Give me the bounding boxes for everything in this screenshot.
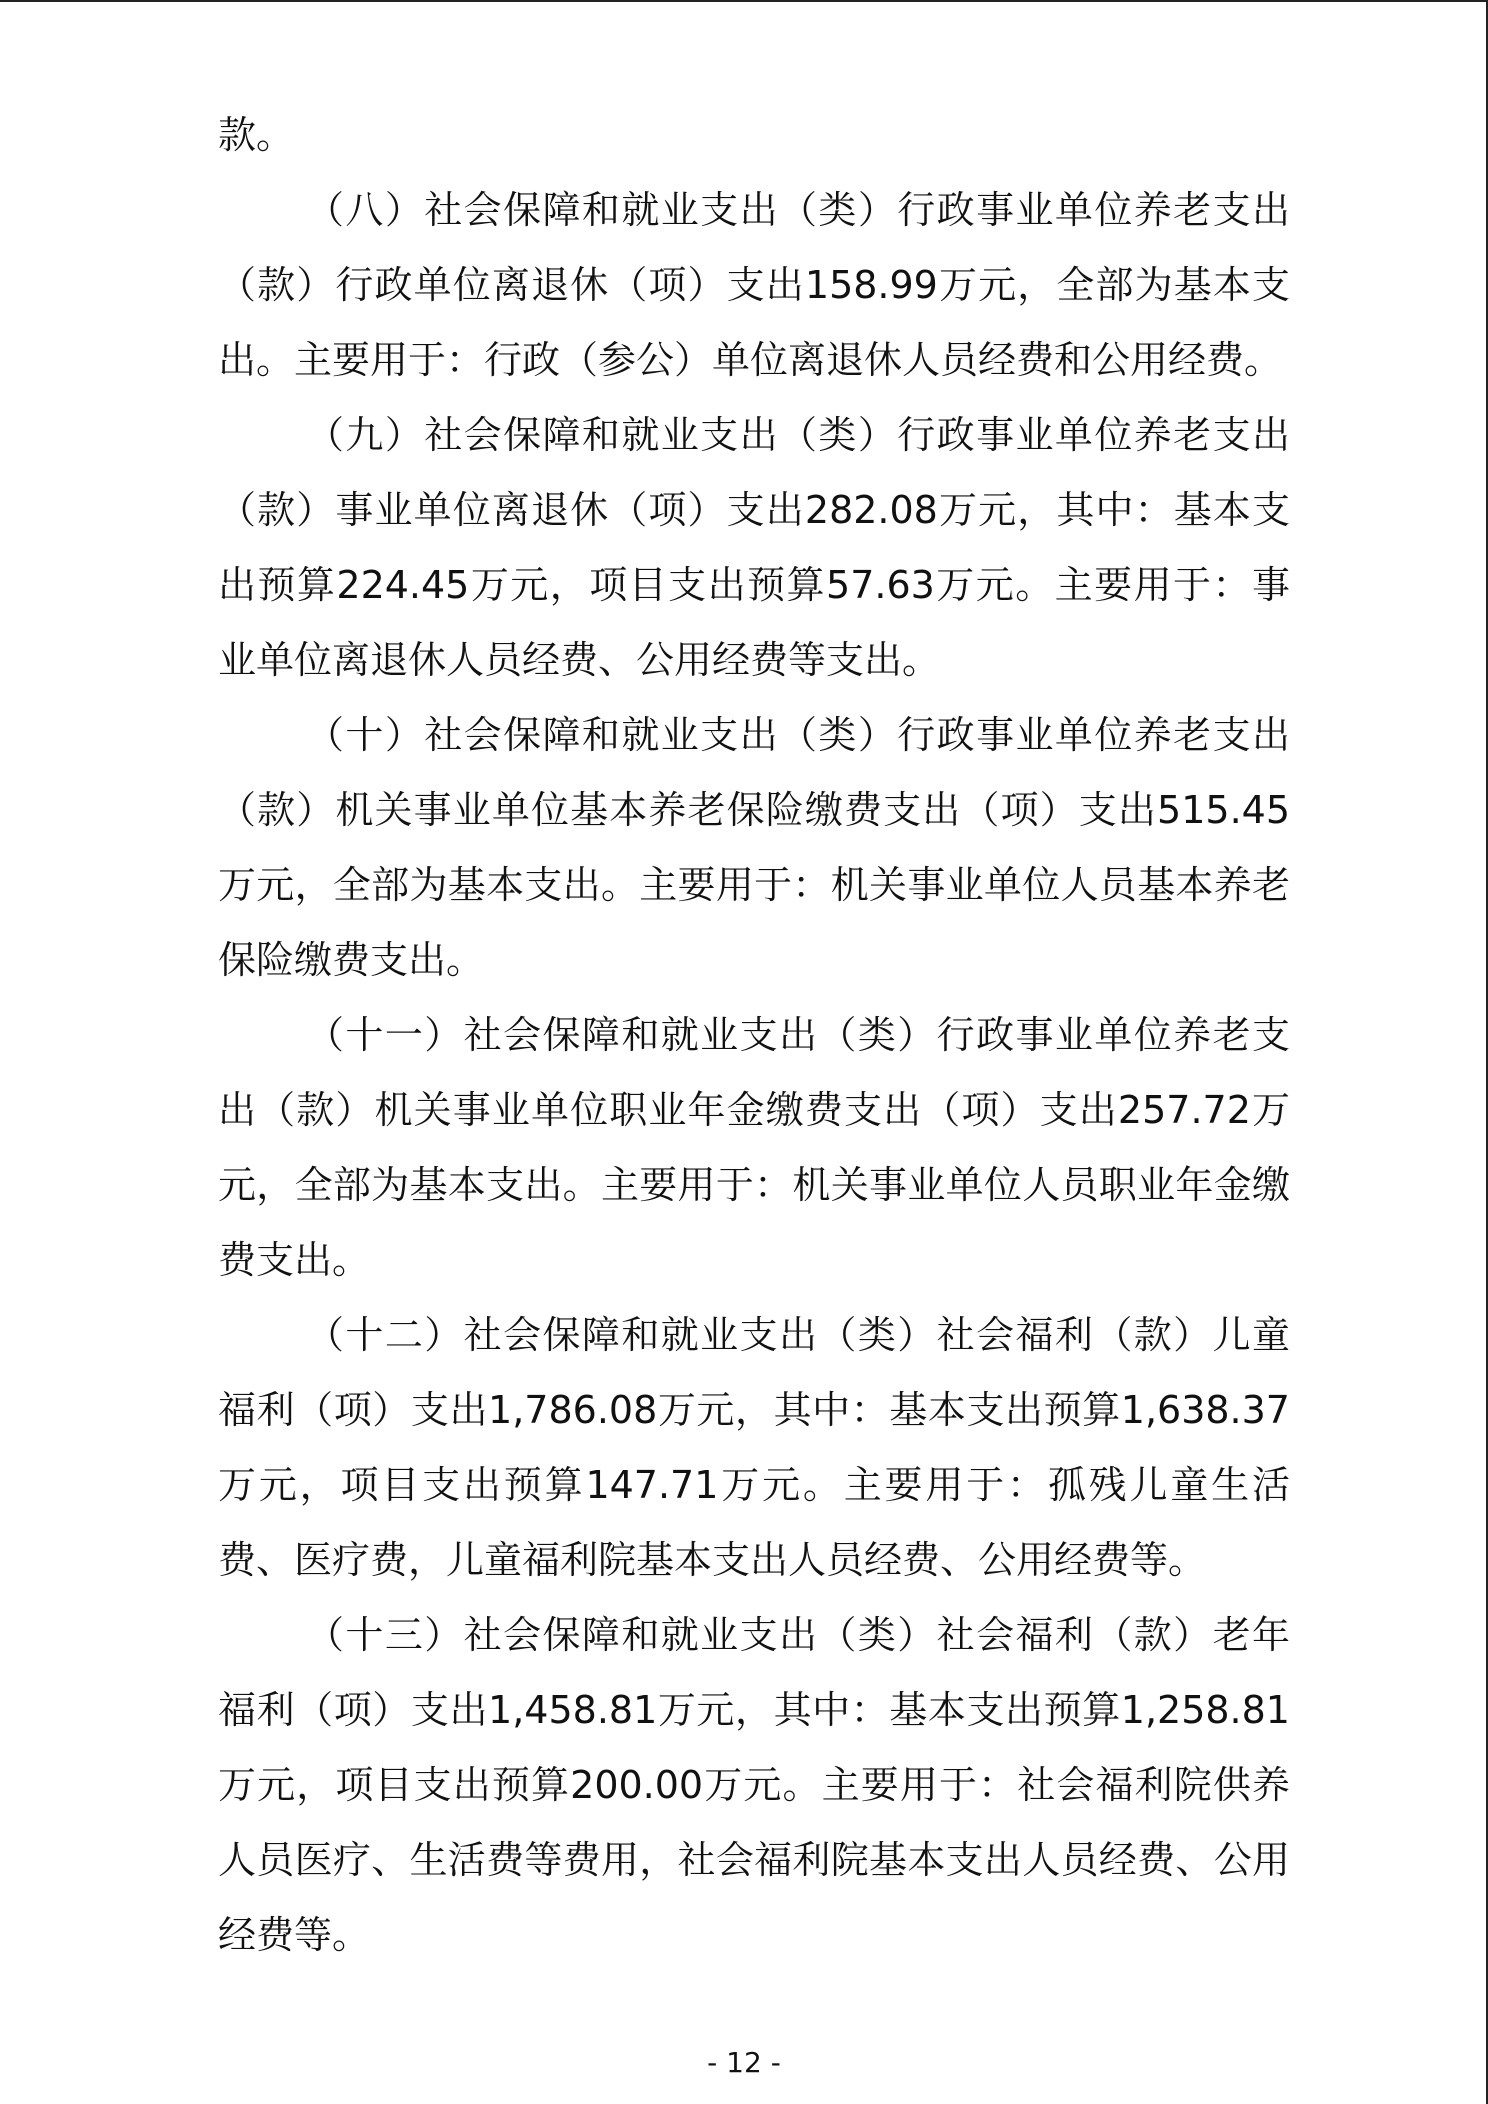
document-body	[218, 98, 1290, 1973]
paragraph-item-13: （十三）社会保障和就业支出（类）社会福利（款）老年福利（项）支出1,458.81万元，其中：基本支出预算1,258.81万元，项目支出预算200.00万元。主要用于：社会福利院供养人员医疗、生活费等费用，社会福利院基本支出人员经费、公用经费等。	[218, 1613, 1290, 1957]
paragraph-item-11: （十一）社会保障和就业支出（类）行政事业单位养老支出（款）机关事业单位职业年金缴费支出（项）支出257.72万元，全部为基本支出。主要用于：机关事业单位人员职业年金缴费支出。	[218, 1013, 1290, 1282]
paragraph-continuation: 款。	[218, 113, 295, 157]
paragraph-item-10: （十）社会保障和就业支出（类）行政事业单位养老支出（款）机关事业单位基本养老保险缴费支出（项）支出515.45万元，全部为基本支出。主要用于：机关事业单位人员基本养老保险缴费支出。	[218, 713, 1290, 982]
page-number: - 12 -	[707, 2046, 781, 2079]
paragraph-item-9: （九）社会保障和就业支出（类）行政事业单位养老支出（款）事业单位离退休（项）支出282.08万元，其中：基本支出预算224.45万元，项目支出预算57.63万元。主要用于：事业单位离退休人员经费、公用经费等支出。	[218, 413, 1290, 682]
paragraph-item-12: （十二）社会保障和就业支出（类）社会福利（款）儿童福利（项）支出1,786.08万元，其中：基本支出预算1,638.37万元，项目支出预算147.71万元。主要用于：孤残儿童生活费、医疗费，儿童福利院基本支出人员经费、公用经费等。	[218, 1313, 1290, 1582]
paragraph-item-8: （八）社会保障和就业支出（类）行政事业单位养老支出（款）行政单位离退休（项）支出158.99万元，全部为基本支出。主要用于：行政（参公）单位离退休人员经费和公用经费。	[218, 188, 1290, 382]
